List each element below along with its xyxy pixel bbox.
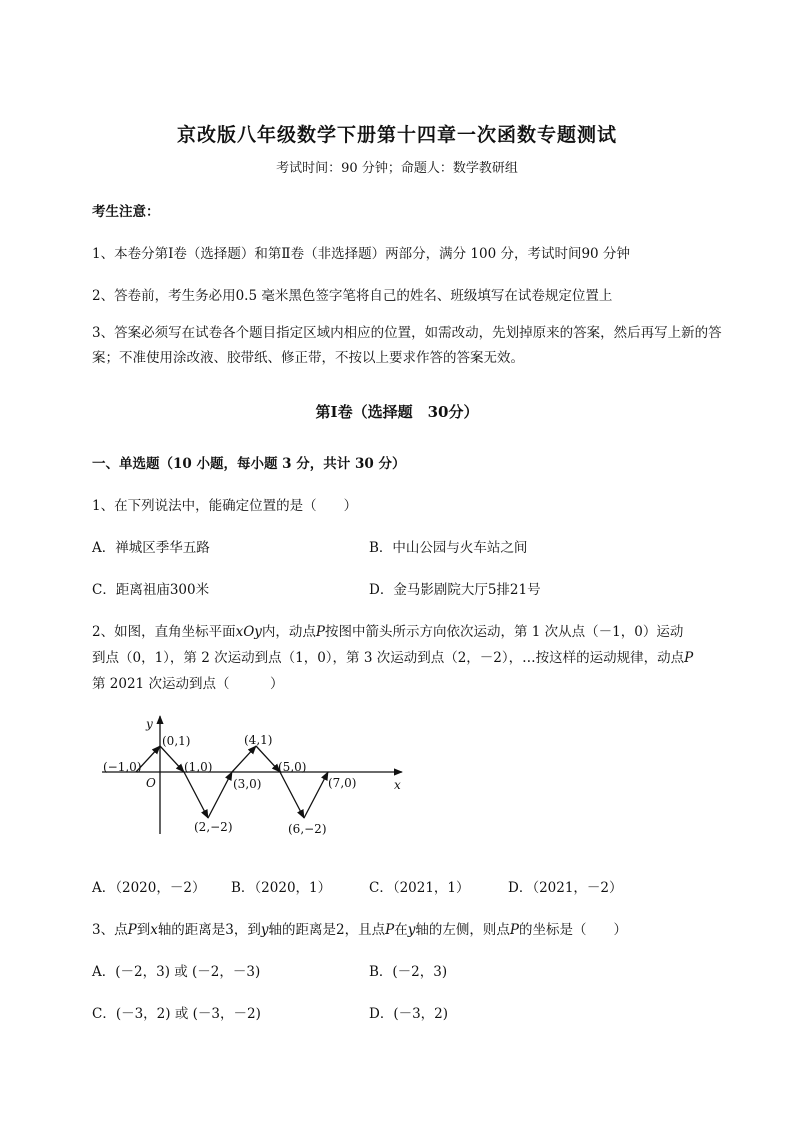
section-heading: 一、单选题（10 小题，每小题 3 分，共计 30 分） [92, 456, 406, 472]
q2-option-a: A．（2020，－2） [92, 880, 206, 896]
notice-heading: 考生注意： [92, 204, 160, 220]
q3-option-c: C．(－3，2) 或 (－3，－2) [92, 1006, 261, 1022]
q2-stem-line1: 2、如图，直角坐标平面xOy内，动点P按图中箭头所示方向依次运动，第 1 次从点（－1，0）运动 [92, 624, 684, 640]
move-7 [280, 772, 304, 818]
move-5 [232, 746, 256, 772]
page-title: 京改版八年级数学下册第十四章一次函数专题测试 [176, 124, 617, 146]
point-label: (3,0) [233, 777, 262, 791]
q2-var-p: P [315, 624, 325, 640]
point-label: (2,−2) [194, 820, 233, 834]
q2-option-b: B．（2020，1） [231, 880, 332, 896]
move-4 [208, 772, 232, 818]
q3-stem: 3、点P到x轴的距离是3，到y轴的距离是2，且点P在y轴的左侧，则点P的坐标是（ ） [92, 922, 627, 938]
q2-option-c: C．（2021，1） [369, 880, 470, 896]
x-axis-label: x [394, 778, 401, 792]
part1-title: 第Ⅰ卷（选择题 30分） [315, 403, 479, 421]
q2-stem-line3: 第 2021 次运动到点（ ） [92, 676, 284, 692]
q1-option-c: C．距离祖庙300米 [92, 582, 210, 598]
notice-item-1: 1、本卷分第Ⅰ卷（选择题）和第Ⅱ卷（非选择题）两部分，满分 100 分，考试时间90 分钟 [92, 246, 630, 262]
q2-figure [96, 712, 416, 842]
page-subtitle: 考试时间：90 分钟；命题人：数学教研组 [276, 161, 518, 176]
q1-option-d: D．金马影剧院大厅5排21号 [369, 582, 541, 598]
q2-stem-line2: 到点（0，1），第 2 次运动到点（1，0），第 3 次运动到点（2，－2），…按这样的运动规律，动点P [92, 650, 694, 666]
point-label: (5,0) [278, 760, 307, 774]
point-label: (7,0) [328, 776, 357, 790]
q3-option-a: A．(－2，3) 或 (－2，－3) [92, 964, 261, 980]
q1-stem: 1、在下列说法中，能确定位置的是（ ） [92, 498, 358, 514]
point-label: (−1,0) [103, 760, 142, 774]
origin-label: O [146, 776, 156, 790]
point-label: (6,−2) [288, 822, 327, 836]
move-6 [256, 746, 280, 772]
q2-var-xoy: xOy [235, 624, 262, 640]
q3-option-d: D．(－3，2) [369, 1006, 449, 1022]
q1-option-a: A．禅城区季华五路 [92, 540, 210, 556]
q2-var-p2: P [684, 650, 694, 666]
q2-option-d: D．（2021，－2） [508, 880, 623, 896]
notice-item-2: 2、答卷前，考生务必用0.5 毫米黑色签字笔将自己的姓名、班级填写在试卷规定位置上 [92, 288, 613, 304]
move-8 [304, 772, 328, 818]
q1-option-b: B．中山公园与火车站之间 [369, 540, 528, 556]
point-label: (1,0) [184, 760, 213, 774]
move-2 [160, 746, 184, 772]
notice-item-3: 3、答案必须写在试卷各个题目指定区域内相应的位置，如需改动，先划掉原来的答案，然后再写上新的答案；不准使用涂改液、胶带纸、修正带，不按以上要求作答的答案无效。 [92, 325, 722, 366]
point-label: (0,1) [162, 734, 191, 748]
move-3 [184, 772, 208, 818]
point-label: (4,1) [244, 733, 273, 747]
y-axis-label: y [146, 717, 153, 731]
q3-option-b: B．(－2，3) [369, 964, 448, 980]
